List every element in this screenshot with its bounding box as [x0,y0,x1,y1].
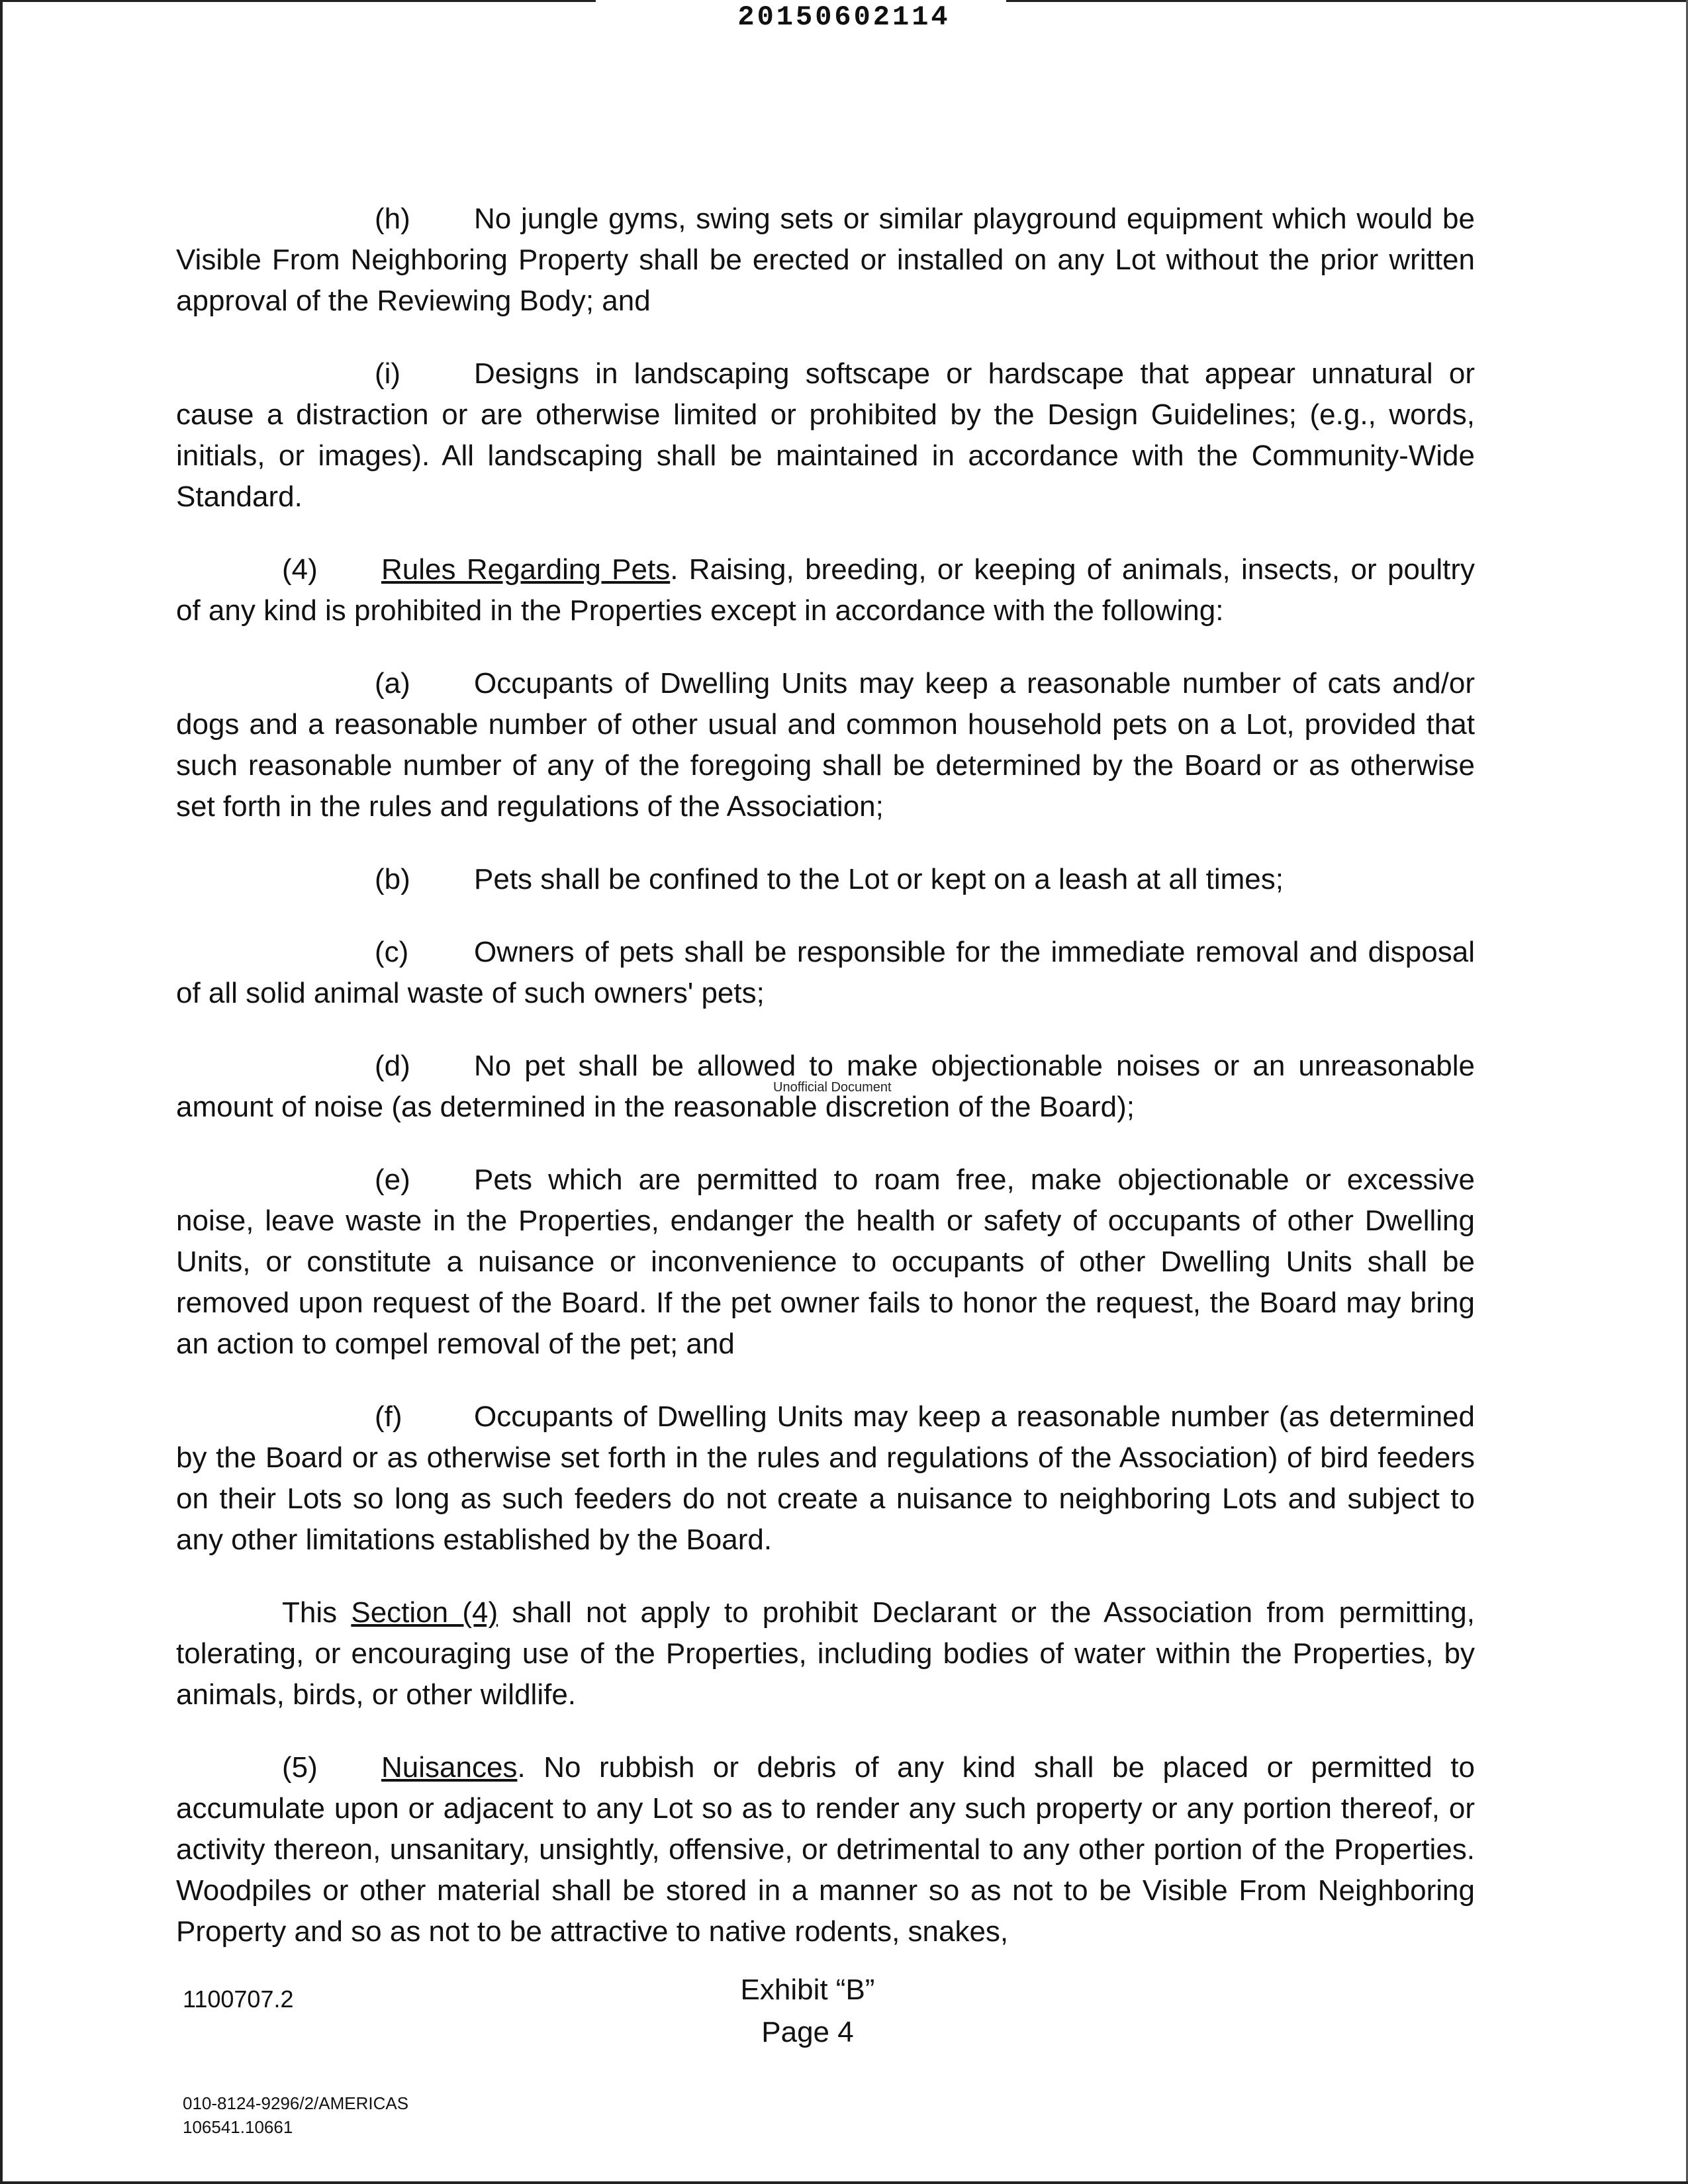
recording-number: 20150602114 [737,1,951,33]
closing-lead: This [282,1596,352,1629]
item-label: (a) [375,667,410,700]
paragraph-b [176,859,1475,900]
paragraph-text: No jungle gyms, swing sets or similar playground equipment which would be Visible From Neighboring Property shall be erected or installed on any Lot without the prior written approval of the Reviewing Body; and [176,203,1475,317]
footer-doc-id: 1100707.2 [183,1985,294,2013]
footer-code-line-2: 106541.10661 [183,2117,293,2137]
item-label: (d) [375,1050,410,1082]
paragraph-text: . No rubbish or debris of any kind shall be placed or permitted to accumulate upon or adjacent to any Lot so as to render any such property or any portion thereof, or activity thereon, unsanitary, unsightly, offensive, or detrimental to any other portion of the Properties. Woodpiles or other material shall be stored in a manner so as not to be Visible From Neighboring Property and so as not to be attractive to native rodents, snakes, [176,1751,1475,1948]
paragraph-text: No pet shall be allowed to make objectionable noises or an unreasonable amount of noise (as determined in the reasonable discretion of the Board); [176,1050,1475,1123]
item-label: (e) [375,1163,410,1196]
paragraph-text: Owners of pets shall be responsible for the immediate removal and disposal of all solid animal waste of such owners' pets; [176,936,1475,1009]
paragraph-a [176,663,1475,827]
section-reference: Section (4) [351,1596,498,1629]
section-heading: Nuisances [381,1751,518,1784]
footer-exhibit [675,1969,940,2054]
paragraph-c [176,932,1475,1014]
paragraph-h [176,199,1475,322]
paragraph-e [176,1160,1475,1365]
item-label: (b) [375,863,410,895]
paragraph-f [176,1396,1475,1561]
paragraph-i [176,353,1475,518]
left-border [0,0,3,2184]
section-5-nuisances [176,1747,1475,1952]
paragraph-text: Occupants of Dwelling Units may keep a reasonable number of cats and/or dogs and a reasonable number of other usual and common household pets on a Lot, provided that such reasonable number of any of the foregoing shall be determined by the Board or as otherwise set forth in the rules and regulations of the Association; [176,667,1475,823]
footer-code-line-1: 010-8124-9296/2/AMERICAS [183,2093,409,2113]
unofficial-watermark: Unofficial Document [773,1080,892,1095]
exhibit-label: Exhibit “B” [740,1974,875,2006]
item-label: (f) [375,1400,402,1433]
paragraph-text: . Raising, breeding, or keeping of animals, insects, or poultry of any kind is prohibited in the Properties except in accordance with the following: [176,553,1476,627]
paragraph-text: Occupants of Dwelling Units may keep a reasonable number (as determined by the Board or as otherwise set forth in the rules and regulations of the Association) of bird feeders on their Lots so long as such feeders do not create a nuisance to neighboring Lots and subject to any other limitations established by the Board. [176,1400,1475,1556]
bottom-border [0,2181,1688,2184]
item-label: (h) [375,203,410,235]
section-label: (4) [282,553,318,586]
paragraph-text: Pets shall be confined to the Lot or kept on a leash at all times; [474,863,1284,895]
closing-text: shall not apply to prohibit Declarant or the Association from permitting, tolerating, or encouraging use of the Properties, including bodies of water within the Properties, by animals, birds, or other wildlife. [176,1596,1475,1711]
section-heading: Rules Regarding Pets [381,553,671,586]
item-label: (i) [375,357,401,390]
section-label: (5) [282,1751,318,1784]
section-4-closing [176,1592,1475,1715]
paragraph-text: Pets which are permitted to roam free, make objectionable or excessive noise, leave waste in the Properties, endanger the health or safety of occupants of other Dwelling Units, or constitute a nuisance or inconvenience to occupants of other Dwelling Units shall be removed upon request of the Board. If the pet owner fails to honor the request, the Board may bring an action to compel removal of the pet; and [176,1163,1475,1360]
footer-codes [183,2091,408,2139]
section-4-pets [176,549,1475,631]
page-number: Page 4 [761,2016,854,2048]
paragraph-text: Designs in landscaping softscape or hardscape that appear unnatural or cause a distraction or are otherwise limited or prohibited by the Design Guidelines; (e.g., words, initials, or images). All landscaping shall be maintained in accordance with the Community-Wide Standard. [176,357,1475,513]
item-label: (c) [375,936,409,968]
